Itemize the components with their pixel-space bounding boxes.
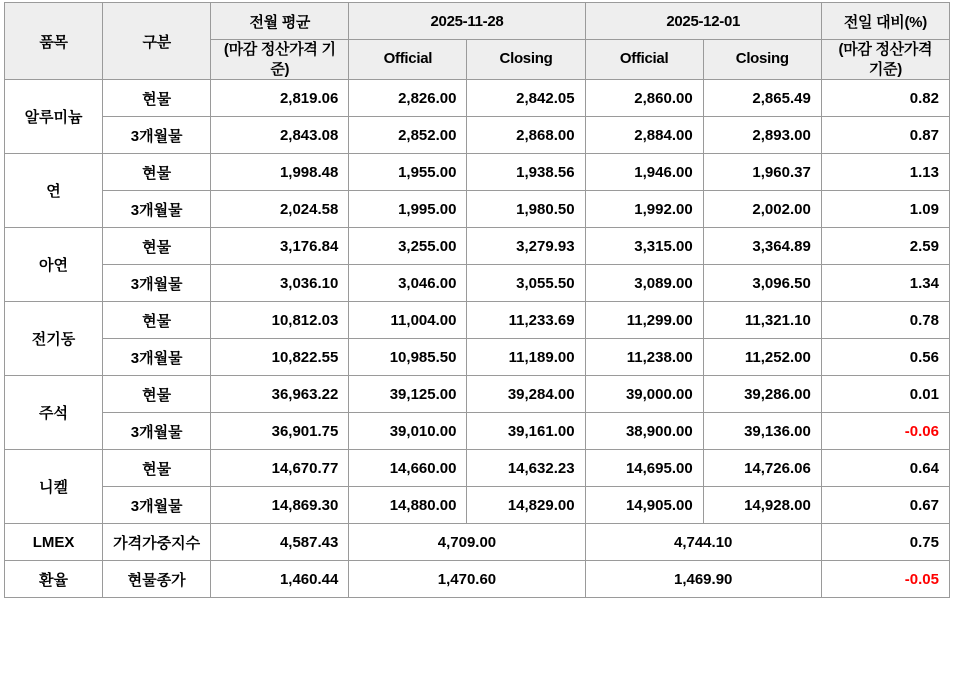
cell-prev-avg: 2,024.58: [211, 191, 349, 228]
cell-d2-official: 1,946.00: [585, 154, 703, 191]
table-row: [5, 413, 950, 450]
cell-prev-avg: 1,460.44: [211, 561, 349, 598]
cell-item: 연: [5, 154, 103, 228]
cell-d2-closing: 39,286.00: [703, 376, 821, 413]
cell-item: 전기동: [5, 302, 103, 376]
cell-d1-official: 3,046.00: [349, 265, 467, 302]
table-row: [5, 117, 950, 154]
cell-d1-closing: 14,829.00: [467, 487, 585, 524]
cell-d2-official: 2,884.00: [585, 117, 703, 154]
cell-change: -0.06: [821, 413, 949, 450]
cell-d1-official: 39,125.00: [349, 376, 467, 413]
table-body: [5, 80, 950, 598]
cell-prev-avg: 4,587.43: [211, 524, 349, 561]
cell-change: -0.05: [821, 561, 949, 598]
cell-prev-avg: 14,670.77: [211, 450, 349, 487]
header-prev-month-avg-sub: (마감 정산가격 기준): [211, 40, 349, 80]
cell-kind: 현물: [103, 376, 211, 413]
cell-item: 아연: [5, 228, 103, 302]
cell-change: 0.64: [821, 450, 949, 487]
cell-d2-closing: 14,726.06: [703, 450, 821, 487]
table-row: [5, 191, 950, 228]
cell-change: 0.75: [821, 524, 949, 561]
cell-d1-closing: 11,233.69: [467, 302, 585, 339]
cell-prev-avg: 10,812.03: [211, 302, 349, 339]
header-d1-official: Official: [349, 40, 467, 80]
table-row: [5, 302, 950, 339]
cell-kind: 현물: [103, 450, 211, 487]
cell-kind: 현물: [103, 228, 211, 265]
header-date-2: 2025-12-01: [585, 3, 821, 40]
cell-prev-avg: 3,036.10: [211, 265, 349, 302]
cell-item: LMEX: [5, 524, 103, 561]
cell-d1-closing: 1,980.50: [467, 191, 585, 228]
header-change-sub: (마감 정산가격 기준): [821, 40, 949, 80]
table-row: [5, 154, 950, 191]
cell-kind: 3개월물: [103, 191, 211, 228]
cell-prev-avg: 1,998.48: [211, 154, 349, 191]
cell-d2-closing: 14,928.00: [703, 487, 821, 524]
cell-item: 니켈: [5, 450, 103, 524]
cell-d2-official: 11,238.00: [585, 339, 703, 376]
cell-kind: 3개월물: [103, 413, 211, 450]
cell-prev-avg: 2,843.08: [211, 117, 349, 154]
cell-d1-official: 1,955.00: [349, 154, 467, 191]
cell-change: 1.13: [821, 154, 949, 191]
header-d1-closing: Closing: [467, 40, 585, 80]
cell-change: 1.09: [821, 191, 949, 228]
cell-change: 0.67: [821, 487, 949, 524]
cell-d1-official: 2,852.00: [349, 117, 467, 154]
cell-prev-avg: 36,901.75: [211, 413, 349, 450]
cell-d1-official: 14,880.00: [349, 487, 467, 524]
cell-d2-closing: 1,960.37: [703, 154, 821, 191]
cell-kind: 현물: [103, 154, 211, 191]
cell-kind: 3개월물: [103, 487, 211, 524]
cell-d2-official: 1,992.00: [585, 191, 703, 228]
cell-prev-avg: 14,869.30: [211, 487, 349, 524]
cell-kind: 3개월물: [103, 117, 211, 154]
cell-change: 0.01: [821, 376, 949, 413]
cell-kind: 현물종가: [103, 561, 211, 598]
cell-kind: 3개월물: [103, 265, 211, 302]
cell-kind: 현물: [103, 302, 211, 339]
cell-d1-official: 2,826.00: [349, 80, 467, 117]
cell-prev-avg: 36,963.22: [211, 376, 349, 413]
table-header: [5, 3, 950, 80]
table-row: [5, 450, 950, 487]
cell-d2-closing: 2,865.49: [703, 80, 821, 117]
header-kind: 구분: [103, 3, 211, 80]
cell-d1-closing: 14,632.23: [467, 450, 585, 487]
cell-d1-closing: 3,279.93: [467, 228, 585, 265]
cell-d2-official: 3,089.00: [585, 265, 703, 302]
cell-kind: 가격가중지수: [103, 524, 211, 561]
cell-d2-official: 2,860.00: [585, 80, 703, 117]
cell-d2-closing: 2,893.00: [703, 117, 821, 154]
table-row: [5, 524, 950, 561]
cell-d2-official: 3,315.00: [585, 228, 703, 265]
cell-prev-avg: 2,819.06: [211, 80, 349, 117]
table-row: [5, 265, 950, 302]
cell-change: 0.78: [821, 302, 949, 339]
cell-change: 0.56: [821, 339, 949, 376]
table-row: [5, 339, 950, 376]
table-row: [5, 80, 950, 117]
cell-d1-closing: 3,055.50: [467, 265, 585, 302]
table-row: [5, 376, 950, 413]
table-row: [5, 228, 950, 265]
cell-d1-closing: 1,938.56: [467, 154, 585, 191]
cell-d2-official: 14,905.00: [585, 487, 703, 524]
cell-change: 0.87: [821, 117, 949, 154]
header-date-1: 2025-11-28: [349, 3, 585, 40]
cell-d1-closing: 39,161.00: [467, 413, 585, 450]
cell-d1-merged: 1,470.60: [349, 561, 585, 598]
cell-d1-official: 1,995.00: [349, 191, 467, 228]
table-row: [5, 487, 950, 524]
cell-d2-closing: 11,321.10: [703, 302, 821, 339]
cell-d2-closing: 39,136.00: [703, 413, 821, 450]
cell-item: 환율: [5, 561, 103, 598]
cell-d2-official: 14,695.00: [585, 450, 703, 487]
cell-d1-closing: 2,842.05: [467, 80, 585, 117]
cell-d2-closing: 11,252.00: [703, 339, 821, 376]
cell-change: 1.34: [821, 265, 949, 302]
cell-d2-merged: 4,744.10: [585, 524, 821, 561]
cell-d2-closing: 3,096.50: [703, 265, 821, 302]
cell-d2-closing: 3,364.89: [703, 228, 821, 265]
cell-d1-official: 11,004.00: [349, 302, 467, 339]
header-change: 전일 대비(%): [821, 3, 949, 40]
cell-d1-official: 14,660.00: [349, 450, 467, 487]
cell-item: 주석: [5, 376, 103, 450]
cell-kind: 현물: [103, 80, 211, 117]
cell-prev-avg: 10,822.55: [211, 339, 349, 376]
cell-d2-closing: 2,002.00: [703, 191, 821, 228]
header-row-top: [5, 3, 950, 40]
table-row: [5, 561, 950, 598]
cell-d1-official: 39,010.00: [349, 413, 467, 450]
cell-d2-official: 38,900.00: [585, 413, 703, 450]
cell-change: 2.59: [821, 228, 949, 265]
cell-d1-official: 3,255.00: [349, 228, 467, 265]
header-d2-official: Official: [585, 40, 703, 80]
cell-d2-merged: 1,469.90: [585, 561, 821, 598]
cell-d2-official: 39,000.00: [585, 376, 703, 413]
header-item: 품목: [5, 3, 103, 80]
cell-d1-closing: 39,284.00: [467, 376, 585, 413]
lme-price-table: [4, 2, 950, 598]
cell-d1-official: 10,985.50: [349, 339, 467, 376]
header-prev-month-avg: 전월 평균: [211, 3, 349, 40]
cell-change: 0.82: [821, 80, 949, 117]
cell-d1-closing: 11,189.00: [467, 339, 585, 376]
cell-d1-closing: 2,868.00: [467, 117, 585, 154]
cell-d1-merged: 4,709.00: [349, 524, 585, 561]
cell-prev-avg: 3,176.84: [211, 228, 349, 265]
cell-kind: 3개월물: [103, 339, 211, 376]
header-d2-closing: Closing: [703, 40, 821, 80]
cell-d2-official: 11,299.00: [585, 302, 703, 339]
cell-item: 알루미늄: [5, 80, 103, 154]
